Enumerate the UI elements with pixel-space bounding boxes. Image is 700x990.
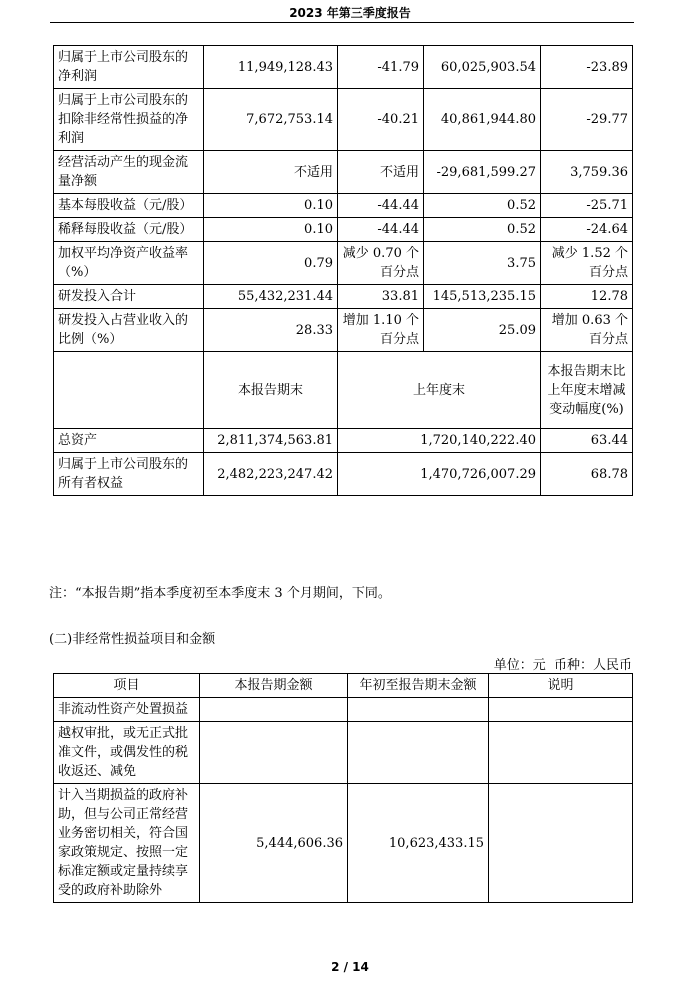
table-cell: 0.10: [204, 218, 338, 242]
table-row: [54, 89, 633, 151]
column-header: 本报告期金额: [200, 674, 348, 698]
table-cell: 145,513,235.15: [424, 285, 541, 309]
table-row: [54, 429, 633, 453]
table-cell: 1,720,140,222.40: [338, 429, 541, 453]
table-cell: 63.44: [541, 429, 633, 453]
table-cell: 55,432,231.44: [204, 285, 338, 309]
table-cell: -29.77: [541, 89, 633, 151]
row-label: 基本每股收益（元/股）: [54, 194, 204, 218]
table-row: [54, 784, 633, 903]
table-row: [54, 46, 633, 89]
table-cell: 0.52: [424, 218, 541, 242]
table-cell: [489, 722, 633, 784]
table-cell: -24.64: [541, 218, 633, 242]
sub-header-row: [54, 352, 633, 429]
table-row: [54, 194, 633, 218]
table-cell: 25.09: [424, 309, 541, 352]
table-row: [54, 218, 633, 242]
row-label: 归属于上市公司股东的扣除非经常性损益的净利润: [54, 89, 204, 151]
table-cell: 1,470,726,007.29: [338, 453, 541, 496]
header-divider: [50, 22, 634, 23]
row-label: 越权审批，或无正式批准文件，或偶发性的税收返还、减免: [54, 722, 200, 784]
table-cell: [489, 698, 633, 722]
table-row: [54, 285, 633, 309]
table-cell: 0.79: [204, 242, 338, 285]
table-cell: 11,949,128.43: [204, 46, 338, 89]
table-cell: [200, 722, 348, 784]
table-cell: 60,025,903.54: [424, 46, 541, 89]
empty-cell: [54, 352, 204, 429]
column-header: 本报告期末: [204, 352, 338, 429]
row-label: 总资产: [54, 429, 204, 453]
table-row: [54, 309, 633, 352]
table-row: [54, 151, 633, 194]
table-cell: 减少 0.70 个百分点: [338, 242, 424, 285]
table-cell: -41.79: [338, 46, 424, 89]
row-label: 非流动性资产处置损益: [54, 698, 200, 722]
table-cell: 12.78: [541, 285, 633, 309]
non-recurring-body: [54, 698, 633, 903]
table-cell: [489, 784, 633, 903]
table-row: [54, 722, 633, 784]
table-cell: 7,672,753.14: [204, 89, 338, 151]
row-label: 归属于上市公司股东的净利润: [54, 46, 204, 89]
column-header: 上年度末: [338, 352, 541, 429]
table-cell: 不适用: [204, 151, 338, 194]
table-cell: 3.75: [424, 242, 541, 285]
table-cell: 10,623,433.15: [348, 784, 489, 903]
non-recurring-items-table: [53, 673, 633, 903]
key-financials-body: [54, 46, 633, 496]
table-cell: 0.52: [424, 194, 541, 218]
table-cell: [348, 722, 489, 784]
table-cell: 68.78: [541, 453, 633, 496]
unit-label: 单位：元 币种：人民币: [493, 658, 632, 673]
row-label: 经营活动产生的现金流量净额: [54, 151, 204, 194]
table-cell: 不适用: [338, 151, 424, 194]
column-header: 本报告期末比上年度末增减变动幅度(%): [541, 352, 633, 429]
table-cell: 28.33: [204, 309, 338, 352]
table-cell: 3,759.36: [541, 151, 633, 194]
key-financials-table: [53, 45, 633, 496]
table-cell: 33.81: [338, 285, 424, 309]
table-cell: 40,861,944.80: [424, 89, 541, 151]
table-cell: -23.89: [541, 46, 633, 89]
table-row: [54, 453, 633, 496]
table-row: [54, 698, 633, 722]
table-cell: [200, 698, 348, 722]
table-cell: 5,444,606.36: [200, 784, 348, 903]
page-header: 2023 年第三季度报告: [289, 6, 411, 20]
table-cell: -25.71: [541, 194, 633, 218]
table-cell: -40.21: [338, 89, 424, 151]
row-label: 加权平均净资产收益率（%）: [54, 242, 204, 285]
row-label: 稀释每股收益（元/股）: [54, 218, 204, 242]
column-header: 项目: [54, 674, 200, 698]
row-label: 研发投入合计: [54, 285, 204, 309]
table-cell: 2,482,223,247.42: [204, 453, 338, 496]
table-cell: 增加 0.63 个百分点: [541, 309, 633, 352]
footnote: 注：“本报告期”指本季度初至本季度末 3 个月期间，下同。: [49, 586, 391, 601]
table-cell: 2,811,374,563.81: [204, 429, 338, 453]
table-cell: -44.44: [338, 194, 424, 218]
row-label: 研发投入占营业收入的比例（%）: [54, 309, 204, 352]
table-header-row: [54, 674, 633, 698]
section-title: (二)非经常性损益项目和金额: [49, 632, 216, 647]
table-row: [54, 242, 633, 285]
table-cell: 0.10: [204, 194, 338, 218]
row-label: 归属于上市公司股东的所有者权益: [54, 453, 204, 496]
table-cell: -29,681,599.27: [424, 151, 541, 194]
page-number: 2 / 14: [331, 960, 369, 974]
column-header: 说明: [489, 674, 633, 698]
table-cell: 增加 1.10 个百分点: [338, 309, 424, 352]
table-cell: 减少 1.52 个百分点: [541, 242, 633, 285]
column-header: 年初至报告期末金额: [348, 674, 489, 698]
table-cell: -44.44: [338, 218, 424, 242]
row-label: 计入当期损益的政府补助，但与公司正常经营业务密切相关，符合国家政策规定、按照一定标准定额或定量持续享受的政府补助除外: [54, 784, 200, 903]
table-cell: [348, 698, 489, 722]
